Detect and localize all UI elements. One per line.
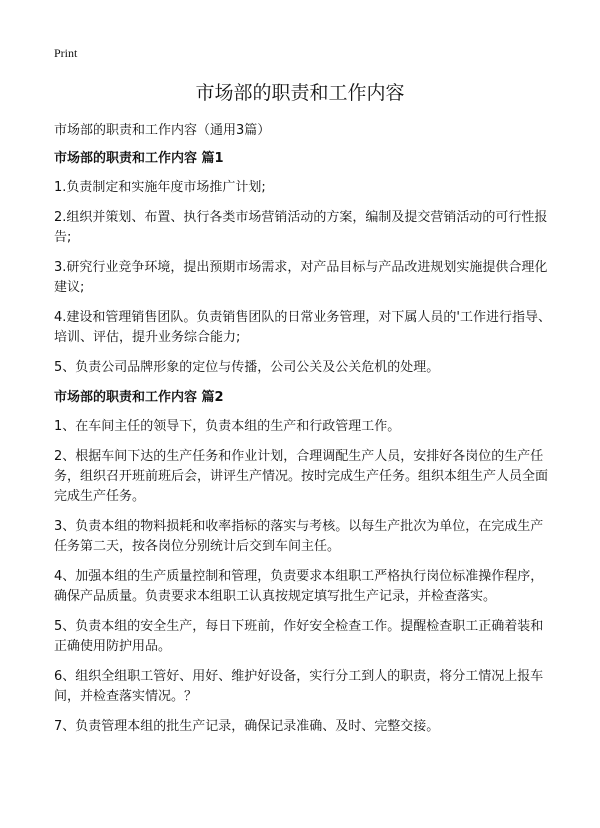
paragraph: 6、组织全组职工管好、用好、维护好设备，实行分工到人的职责，将分工情况上报车间，并检查落实情况。？ — [54, 669, 544, 704]
paragraph: 7、负责管理本组的批生产记录，确保记录准确、及时、完整交接。 — [54, 719, 440, 734]
section-2 — [54, 388, 554, 737]
paragraph: 3、负责本组的物料损耗和收率指标的落实与考核。以每生产批次为单位，在完成生产任务第二天，按各岗位分别统计后交到车间主任。 — [54, 519, 544, 554]
paragraph: 4.建设和管理销售团队。负责销售团队的日常业务管理，对下属人员的'工作进行指导、培训、评估，提升业务综合能力; — [54, 310, 551, 345]
document-subtitle: 市场部的职责和工作内容（通用3篇） — [54, 123, 271, 138]
paragraph: 5、负责本组的安全生产，每日下班前，作好安全检查工作。提醒检查职工正确着装和正确使用防护用品。 — [54, 619, 544, 654]
paragraph: 3.研究行业竞争环境，提出预期市场需求，对产品目标与产品改进规划实施提供合理化建议; — [54, 260, 548, 295]
paragraph: 4、加强本组的生产质量控制和管理，负责要求本组职工严格执行岗位标准操作程序，确保产品质量。负责要求本组职工认真按规定填写批生产记录，并检查落实。 — [54, 569, 544, 604]
section-heading: 市场部的职责和工作内容 篇2 — [54, 390, 224, 405]
paragraph: 2、根据车间下达的生产任务和作业计划，合理调配生产人员，安排好各岗位的生产任务，组织召开班前班后会，讲评生产情况。按时完成生产任务。组织本组生产人员全面完成生产任务。 — [54, 449, 549, 504]
section-heading: 市场部的职责和工作内容 篇1 — [54, 151, 224, 166]
paragraph: 1.负责制定和实施年度市场推广计划; — [54, 180, 266, 195]
print-label: Print — [54, 46, 78, 60]
paragraph: 2.组织并策划、布置、执行各类市场营销活动的方案，编制及提交营销活动的可行性报告; — [54, 210, 548, 245]
paragraph: 5、负责公司品牌形象的定位与传播，公司公关及公关危机的处理。 — [54, 360, 440, 375]
document-body — [54, 121, 554, 747]
paragraph: 1、在车间主任的领导下，负责本组的生产和行政管理工作。 — [54, 419, 401, 434]
section-1 — [54, 149, 554, 378]
page-title: 市场部的职责和工作内容 — [195, 82, 405, 104]
